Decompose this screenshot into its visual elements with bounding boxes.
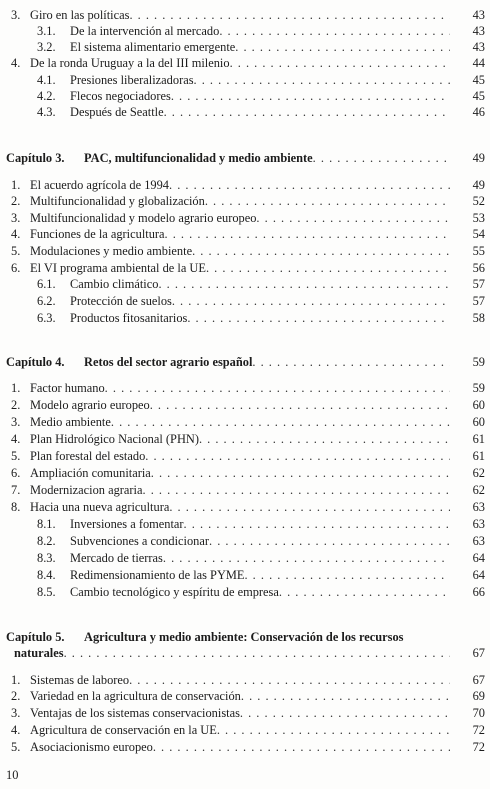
toc-entry (0, 736, 490, 758)
entry-title: El acuerdo agrícola de 1994 (30, 178, 169, 192)
entry-page: 55 (472, 244, 485, 258)
entry-page: 43 (472, 24, 485, 38)
entry-page: 63 (472, 517, 485, 531)
chapter-title: PAC, multifuncionalidad y medio ambiente (84, 151, 313, 165)
entry-title: Productos fitosanitarios (70, 311, 188, 325)
entry-page: 54 (472, 227, 485, 241)
entry-number: 5. (11, 740, 21, 754)
entry-title: Variedad en la agricultura de conservación (30, 689, 241, 703)
entry-number: 1. (11, 673, 21, 687)
entry-title: Protección de suelos (70, 294, 172, 308)
entry-page: 44 (472, 56, 485, 70)
entry-page: 63 (472, 534, 485, 548)
chapter-title: Retos del sector agrario español (84, 355, 253, 369)
entry-number: 8.1. (37, 517, 56, 531)
entry-page: 60 (472, 415, 485, 429)
entry-number: 3. (11, 211, 21, 225)
entry-number: 8.2. (37, 534, 56, 548)
entry-title: Plan Hidrológico Nacional (PHN) (30, 432, 199, 446)
entry-number: 3.2. (37, 40, 56, 54)
dot-leader (187, 307, 450, 329)
entry-number: 8.5. (37, 585, 56, 599)
entry-number: 6. (11, 261, 21, 275)
entry-page: 66 (472, 585, 485, 599)
entry-number: 4. (11, 723, 21, 737)
chapter-number: Capítulo 5. (6, 630, 65, 644)
entry-page: 64 (472, 551, 485, 565)
entry-number: 6.1. (37, 277, 56, 291)
entry-title: Ampliación comunitaria (30, 466, 151, 480)
entry-page: 56 (472, 261, 485, 275)
entry-title: Factor humano (30, 381, 105, 395)
entry-page: 69 (472, 689, 485, 703)
entry-title: Inversiones a fomentar (70, 517, 184, 531)
entry-page: 43 (472, 8, 485, 22)
entry-title: Multifuncionalidad y modelo agrario europeo (30, 211, 257, 225)
entry-number: 4. (11, 227, 21, 241)
entry-page: 49 (472, 151, 485, 165)
entry-page: 45 (472, 89, 485, 103)
dot-leader (252, 351, 450, 373)
entry-title: Flecos negociadores (70, 89, 171, 103)
entry-page: 60 (472, 398, 485, 412)
entry-page: 58 (472, 311, 485, 325)
chapter-number: Capítulo 3. (6, 151, 65, 165)
entry-title: Modernizacion agraria (30, 483, 143, 497)
entry-page: 64 (472, 568, 485, 582)
entry-page: 72 (472, 740, 485, 754)
dot-leader (64, 642, 450, 664)
entry-page: 72 (472, 723, 485, 737)
entry-number: 1. (11, 381, 21, 395)
entry-page: 53 (472, 211, 485, 225)
entry-title: De la intervención al mercado (70, 24, 220, 38)
entry-page: 61 (472, 432, 485, 446)
entry-title: Cambio climático (70, 277, 159, 291)
entry-number: 8. (11, 500, 21, 514)
entry-title: Modulaciones y medio ambiente (30, 244, 193, 258)
entry-page: 63 (472, 500, 485, 514)
dot-leader (279, 581, 450, 603)
entry-page: 67 (472, 673, 485, 687)
chapter-heading-continued (0, 642, 490, 664)
entry-number: 6. (11, 466, 21, 480)
entry-title: El sistema alimentario emergente (70, 40, 236, 54)
toc-subentry (0, 101, 490, 123)
entry-title: Ventajas de los sistemas conservacionistas (30, 706, 240, 720)
toc-subentry (0, 581, 490, 603)
toc-subentry (0, 307, 490, 329)
entry-title: De la ronda Uruguay a la del III milenio (30, 56, 230, 70)
entry-title: Giro en las políticas (30, 8, 130, 22)
entry-title: Agricultura de conservación en la UE (30, 723, 217, 737)
entry-title: Hacia una nueva agricultura (30, 500, 170, 514)
entry-title: Multifuncionalidad y globalización (30, 194, 205, 208)
entry-title: El VI programa ambiental de la UE (30, 261, 206, 275)
entry-page: 49 (472, 178, 485, 192)
entry-page: 67 (472, 646, 485, 660)
entry-number: 3.1. (37, 24, 56, 38)
entry-title: Medio ambiente (30, 415, 111, 429)
chapter-title: Agricultura y medio ambiente: Conservación de los recursos (84, 630, 404, 644)
entry-page: 43 (472, 40, 485, 54)
entry-page: 61 (472, 449, 485, 463)
chapter-title: naturales (14, 646, 64, 660)
entry-page: 59 (472, 381, 485, 395)
entry-title: Cambio tecnológico y espíritu de empresa (70, 585, 279, 599)
entry-page: 52 (472, 194, 485, 208)
entry-number: 4.1. (37, 73, 56, 87)
entry-title: Redimensionamiento de las PYME (70, 568, 245, 582)
entry-number: 3. (11, 415, 21, 429)
entry-number: 4. (11, 432, 21, 446)
entry-page: 62 (472, 466, 485, 480)
entry-number: 2. (11, 689, 21, 703)
entry-number: 1. (11, 178, 21, 192)
entry-number: 7. (11, 483, 21, 497)
entry-number: 2. (11, 194, 21, 208)
entry-number: 6.2. (37, 294, 56, 308)
entry-title: Presiones liberalizadoras (70, 73, 194, 87)
chapter-heading (0, 147, 490, 169)
entry-number: 6.3. (37, 311, 56, 325)
chapter-number: Capítulo 4. (6, 355, 65, 369)
entry-number: 4.2. (37, 89, 56, 103)
entry-page: 46 (472, 105, 485, 119)
dot-leader (313, 147, 450, 169)
dot-leader (153, 736, 450, 758)
entry-page: 62 (472, 483, 485, 497)
entry-title: Asociacionismo europeo (30, 740, 153, 754)
entry-title: Modelo agrario europeo (30, 398, 150, 412)
entry-title: Después de Seattle (70, 105, 164, 119)
dot-leader (164, 101, 450, 123)
entry-number: 4.3. (37, 105, 56, 119)
entry-title: Plan forestal del estado (30, 449, 146, 463)
entry-number: 3. (11, 8, 21, 22)
entry-title: Mercado de tierras (70, 551, 163, 565)
entry-title: Subvenciones a condicionar (70, 534, 210, 548)
entry-number: 8.4. (37, 568, 56, 582)
entry-page: 59 (472, 355, 485, 369)
page-number: 10 (6, 768, 19, 782)
entry-page: 57 (472, 277, 485, 291)
chapter-heading (0, 351, 490, 373)
entry-number: 5. (11, 244, 21, 258)
entry-page: 45 (472, 73, 485, 87)
entry-number: 2. (11, 398, 21, 412)
entry-title: Sistemas de laboreo (30, 673, 130, 687)
entry-number: 5. (11, 449, 21, 463)
entry-title: Funciones de la agricultura (30, 227, 165, 241)
entry-number: 4. (11, 56, 21, 70)
entry-page: 70 (472, 706, 485, 720)
entry-number: 8.3. (37, 551, 56, 565)
entry-page: 57 (472, 294, 485, 308)
entry-number: 3. (11, 706, 21, 720)
